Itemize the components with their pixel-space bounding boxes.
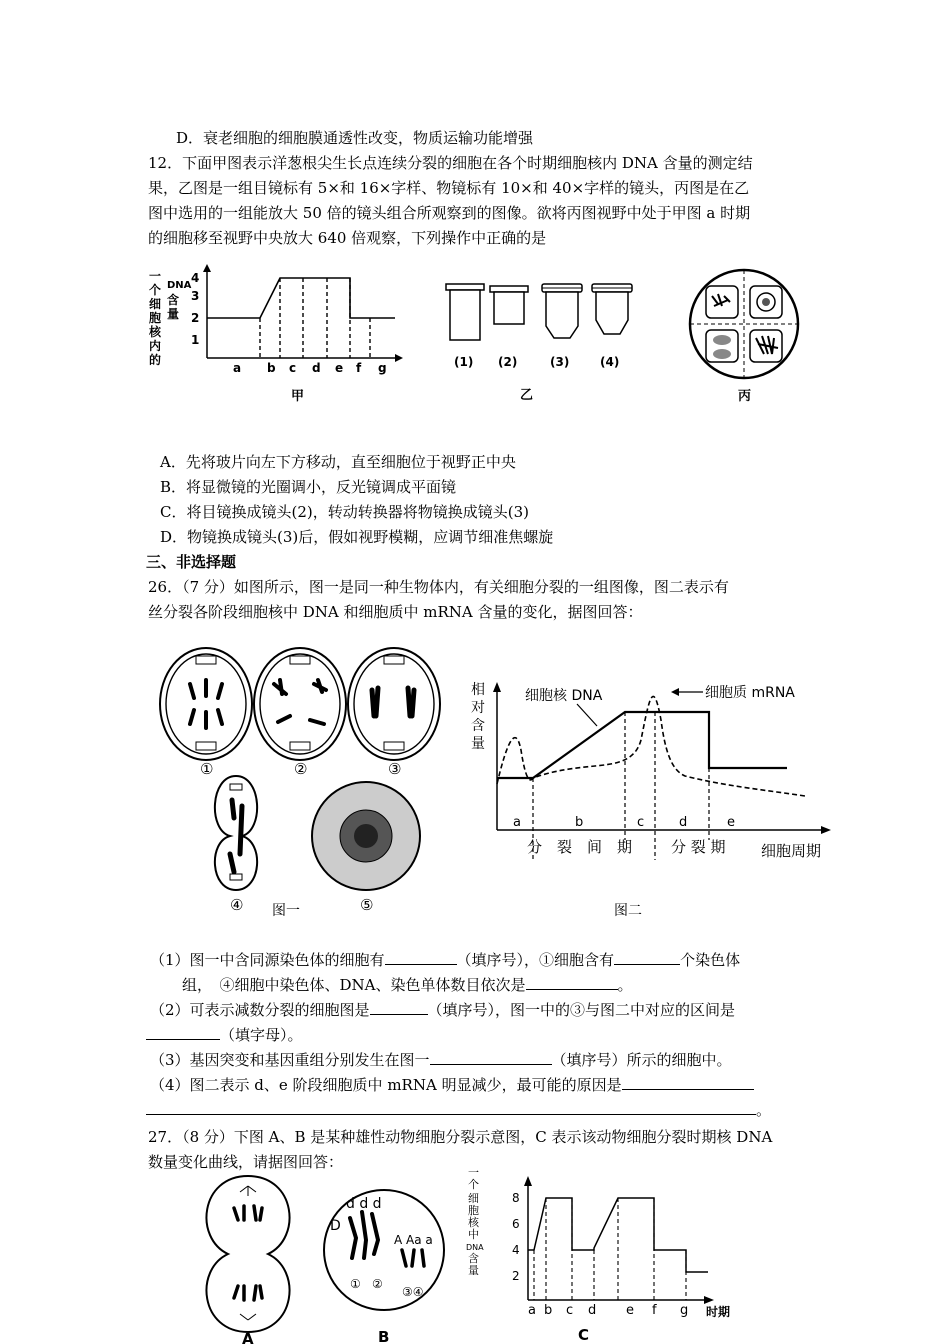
svg-text:中: 中 [468,1228,479,1241]
q12-option-a: A．先将玻片向左下方移动，直至细胞位于视野正中央 [160,453,516,471]
figc-x-b: b [544,1303,553,1318]
figb-label-1: ① [350,1277,361,1291]
lens-label-3: (3) [550,355,570,369]
cell-4 [215,776,257,890]
q27-stem-line2: 数量变化曲线，请据图回答： [148,1153,344,1171]
q12-stem-line1: 12．下面甲图表示洋葱根尖生长点连续分裂的细胞在各个时期细胞核内 DNA 含量的测定结 [148,154,753,172]
svg-text:个: 个 [149,283,162,297]
q26-stem-line1: 26．（7 分）如图所示，图一是同一种生物体内，有关细胞分裂的一组图像，图二表示有 [148,578,729,596]
jia-x-e: e [335,361,344,375]
q26-p3-text-b: （填序号）所示的细胞中。 [551,1051,732,1069]
q26-part4-line2 [146,1100,771,1120]
fig2-dna-curve [497,712,787,778]
q27-figure-b [322,1178,450,1344]
figc-ytick-2: 2 [512,1269,520,1283]
q26-figure-1 [150,640,450,922]
fig2-xlabel: 细胞周期 [761,842,822,860]
q26-part4-line1 [150,1075,754,1095]
section-3-heading: 三、非选择题 [146,553,237,571]
q26-figure-2 [465,680,835,862]
figb-label-2: ② [372,1277,383,1291]
figb-gene-d: D [330,1218,341,1234]
figc-x-g: g [680,1303,689,1318]
jia-ytick-4: 4 [191,271,200,285]
jia-x-f: f [356,361,362,375]
q26-p1-text-e: 。 [617,976,633,994]
fig2-series-dna: 细胞核 DNA [525,688,603,704]
svg-text:个: 个 [468,1178,479,1191]
svg-text:DNA: DNA [167,280,192,291]
yi-caption: 乙 [520,388,534,403]
q26-p3-blank[interactable] [430,1050,552,1065]
svg-text:核: 核 [468,1216,479,1229]
q26-p2-blank-1[interactable] [370,1000,428,1015]
figc-x-e: e [626,1303,634,1318]
jia-x-g: g [378,361,387,375]
q26-p1-text-c: 个染色体 [680,951,741,969]
figb-caption: B [378,1328,390,1344]
jia-x-c: c [289,361,297,375]
fig2-seg-b: b [575,815,584,830]
q26-p3-text-a: （3）基因突变和基因重组分别发生在图一 [150,1051,430,1069]
figc-caption: C [578,1326,590,1344]
q26-p4-text-b: 。 [756,1101,772,1119]
q26-stem-line2: 丝分裂各阶段细胞核中 DNA 和细胞质中 mRNA 含量的变化，据图回答： [148,603,643,621]
fig2-phase-interphase: 分 裂 间 期 [527,838,633,856]
figc-ylabel [466,1166,484,1277]
svg-text:核: 核 [149,325,162,339]
cell-2 [254,648,346,760]
svg-text:含: 含 [167,293,180,307]
q12-stem-line3: 图中选用的一组能放大 50 倍的镜头组合所观察到的图像。欲将丙图视野中处于甲图 a 时期 [148,204,751,222]
svg-text:相: 相 [471,682,485,698]
svg-text:量: 量 [468,1264,479,1277]
jia-ytick-1: 1 [191,333,200,347]
figb-genes-top: d d d [346,1196,382,1212]
q27-figure-c [466,1164,746,1344]
figc-x-c: c [566,1303,574,1318]
figb-label-34: ③④ [402,1285,424,1299]
svg-text:含: 含 [468,1252,479,1265]
figc-ytick-4: 4 [512,1243,520,1257]
svg-text:细: 细 [468,1192,479,1205]
q26-p4-blank-2[interactable] [146,1100,756,1115]
q12-stem-line2: 果，乙图是一组目镜标有 5×和 16×字样、物镜标有 10×和 40×字样的镜头，丙图是在乙 [148,179,750,197]
jia-ytick-3: 3 [191,289,200,303]
q26-p1-blank-1[interactable] [385,950,457,965]
q26-p1-text-d: 组， ④细胞中染色体、DNA、染色单体数目依次是 [182,976,526,994]
lens-label-4: (4) [600,355,620,369]
figc-ytick-6: 6 [512,1217,520,1231]
cell-label-5: ⑤ [360,896,374,914]
jia-ylabel [148,269,192,367]
svg-text:一: 一 [149,269,162,283]
figb-genes-right: A Aa a [394,1233,433,1247]
lens-3 [542,284,582,338]
figc-ytick-8: 8 [512,1191,520,1205]
jia-dna-curve [207,278,395,318]
svg-text:量: 量 [167,307,180,321]
q26-p2-text-b: （填序号），图一中的③与图二中对应的区间是 [427,1001,736,1019]
jia-x-b: b [267,361,276,375]
svg-text:的: 的 [149,353,162,367]
svg-text:胞: 胞 [149,311,162,325]
fig1-caption: 图一 [272,903,300,919]
cell-label-1: ① [200,760,214,778]
q26-p1-text-b: （填序号），①细胞含有 [456,951,615,969]
q26-p2-text-a: （2）可表示减数分裂的细胞图是 [150,1001,370,1019]
jia-x-a: a [233,361,242,375]
lens-label-2: (2) [498,355,518,369]
q12-figure-yi [440,280,640,405]
svg-text:内: 内 [149,339,162,353]
fig2-seg-d: d [679,815,688,830]
lens-4 [592,284,632,334]
bing-caption: 丙 [738,389,752,404]
q26-part2-line1 [150,1000,735,1020]
svg-text:细: 细 [149,297,162,311]
q11-option-d: D．衰老细胞的细胞膜通透性改变，物质运输功能增强 [176,129,534,147]
q12-figure-jia [145,262,405,407]
lens-2 [490,286,528,324]
q12-option-b: B．将显微镜的光圈调小，反光镜调成平面镜 [160,478,457,496]
q26-p1-blank-2[interactable] [614,950,680,965]
q26-p2-text-c: （填字母）。 [220,1026,303,1044]
lens-1 [446,284,484,340]
q27-figure-a [190,1172,310,1344]
q26-part2-line2 [146,1025,303,1045]
svg-text:对: 对 [471,700,485,716]
figc-x-f: f [652,1303,657,1318]
cell-label-2: ② [294,760,308,778]
q26-part1-line1 [150,950,740,970]
q26-p1-text-a: （1）图一中含同源染色体的细胞有 [150,951,385,969]
figc-x-d: d [588,1303,597,1318]
q12-option-c: C．将目镜换成镜头(2)，转动转换器将物镜换成镜头(3) [160,503,529,521]
jia-ytick-2: 2 [191,311,200,325]
fig2-series-mrna: 细胞质 mRNA [705,685,795,701]
fig2-phase-division: 分 裂 期 [671,838,726,856]
q26-part3 [150,1050,732,1070]
svg-text:胞: 胞 [468,1204,479,1217]
svg-text:含: 含 [471,718,485,734]
figc-xlabel: 时期 [706,1305,731,1319]
q26-p4-text-a: （4）图二表示 d、e 阶段细胞质中 mRNA 明显减少，最可能的原因是 [150,1076,622,1094]
jia-x-d: d [312,361,321,375]
q27-stem-line1: 27．（8 分）下图 A、B 是某种雄性动物细胞分裂示意图，C 表示该动物细胞分裂时期核 DNA [148,1128,773,1146]
figa-caption: A [242,1330,254,1344]
fig2-seg-c: c [637,815,645,830]
lens-label-1: (1) [454,355,474,369]
cell-5 [312,782,420,890]
q12-stem-line4: 的细胞移至视野中央放大 640 倍观察，下列操作中正确的是 [148,229,547,247]
fig2-seg-a: a [513,815,521,830]
svg-text:DNA: DNA [466,1243,484,1252]
cell-label-4: ④ [230,896,244,914]
cell-3 [348,648,440,760]
q12-option-d: D．物镜换成镜头(3)后，假如视野模糊，应调节细准焦螺旋 [160,528,554,546]
q26-part1-line2 [182,975,633,995]
q26-p4-blank-1[interactable] [622,1075,754,1090]
svg-text:量: 量 [471,736,485,752]
fig2-ylabel [471,681,485,752]
fig2-seg-e: e [727,815,735,830]
cell-label-3: ③ [388,760,402,778]
q26-p2-blank-2[interactable] [146,1025,220,1040]
cell-1 [160,648,252,760]
q12-figure-bing [678,268,818,406]
q26-p1-blank-3[interactable] [526,975,618,990]
jia-caption: 甲 [291,389,305,404]
figc-x-a: a [528,1303,536,1318]
svg-text:一: 一 [468,1166,479,1179]
fig2-caption: 图二 [614,903,642,919]
